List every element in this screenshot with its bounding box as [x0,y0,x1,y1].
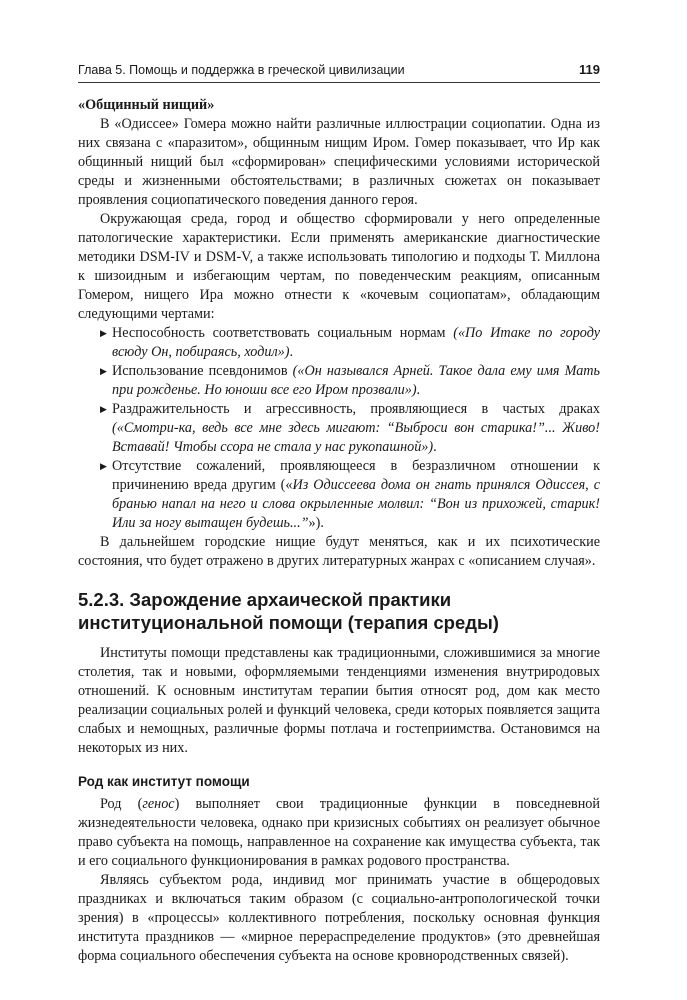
list-item: ▶ Использование псевдонимов («Он назывался Арней. Такое дала ему имя Мать при рожденье. Но юноши все его Иром прозвали»). [100,363,600,398]
triangle-bullet-icon: ▶ [100,461,107,471]
list-item: ▶ Раздражительность и агрессивность, проявляющиеся в частых драках («Смотри-ка, ведь все мне здесь мигают: “Выброси вон старика!”... Живо! Вставай! Чтобы ссора не стала у нас рукопашной»). [100,401,600,455]
paragraph: Являясь субъектом рода, индивид мог принимать участие в общеродовых праздниках и включаться таким образом (с социально-антропологической точки зрения) в «процессы» коллективного потребления, поскольку основная функция института праздников — «мирное перераспределение продуктов» (это древнейшая форма социального обеспечения субъекта на основе кровнородственных связей). [78,872,600,964]
header-rule [78,82,600,83]
triangle-bullet-icon: ▶ [100,328,107,338]
paragraph: Род (генос) выполняет свои традиционные функции в повседневной жизнедеятельности человека, однако при кризисных событиях он реализует обычное право субъекта на помощь, направленное на сохранение как имущества субъекта, так и его социального функционирования в рамках родового пространства. [78,796,600,869]
paragraph: Институты помощи представлены как традиционными, сложившимися за многие столетия, так и новыми, оформляемыми тенденциями изменения внутриродовых отношений. К основным институтам терапии бытия относят род, дом как место реализации социальных ролей и функций человека, среди которых появляется защита слабых и немощных, различные формы потлача и гостеприимства. Остановимся на некоторых из них. [78,645,600,756]
section-heading-communal-beggar: «Общинный нищий» [78,97,215,113]
paragraph: В «Одиссее» Гомера можно найти различные иллюстрации социопатии. Одна из них связана с «паразитом», общинным нищим Иром. Гомер показывает, что Ир как общинный нищий был «сформирован» специфическими условиями исторической среды и жизненными обстоятельствами; в различных сюжетах он показывает проявления социопатического поведения данного героя. [78,116,600,208]
chapter-title: Глава 5. Помощь и поддержка в греческой цивилизации [78,63,405,77]
traits-list [78,324,600,533]
triangle-bullet-icon: ▶ [100,366,107,376]
page-body [78,96,600,966]
triangle-bullet-icon: ▶ [100,404,107,414]
running-header [78,62,600,77]
section-title-5-2-3: 5.2.3. Зарождение архаической практики институциональной помощи (терапия среды) [78,589,499,633]
paragraph: В дальнейшем городские нищие будут меняться, как и их психотические состояния, что будет отражено в других литературных жанрах с «описанием случая». [78,534,600,569]
subheading-clan: Род как институт помощи [78,774,250,789]
paragraph: Окружающая среда, город и общество сформировали у него определенные патологические характеристики. Если применять американские диагностические методики DSM-IV и DSM-V, а также использовать типологию и подходы Т. Миллона к шизоидным и избегающим чертам, по поведенческим реакциям, описанным Гомером, нищего Ира можно отнести к «кочевым социопатам», обладающим следующими чертами: [78,211,600,322]
page-number: 119 [579,62,600,77]
list-item: ▶ Неспособность соответствовать социальным нормам («По Итаке по городу всюду Он, побираясь, ходил»). [100,325,600,360]
list-item: ▶ Отсутствие сожалений, проявляющееся в безразличном отношении к причинению вреда другим («Из Одиссеева дома он гнать принялся Одиссея, с бранью напал на него и слова окрыленные молвил: “Вон из прихожей, старик! Или за ногу вытащен будешь...”»). [100,458,600,531]
